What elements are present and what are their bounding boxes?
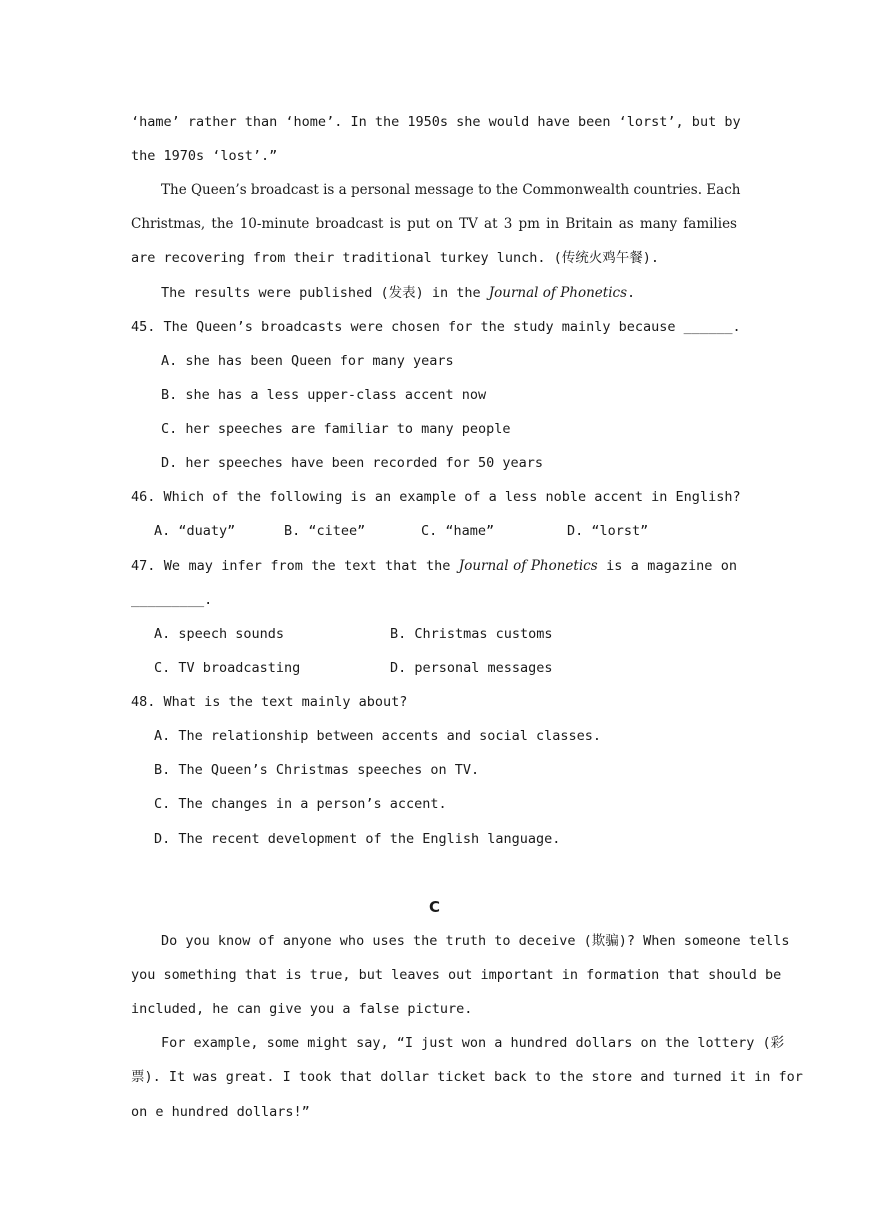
- question-48-option-c: C. The changes in a person’s accent.: [154, 796, 447, 812]
- question-47-option-b: B. Christmas customs: [390, 626, 553, 642]
- question-46-option-d: D. “lorst”: [567, 523, 649, 539]
- text-segment: 47. We may infer from the text that the: [131, 558, 459, 574]
- text-segment: is a magazine on: [597, 558, 738, 574]
- question-46-options: [0, 521, 869, 541]
- passage-c-line: Do you know of anyone who uses the truth to deceive (欺骗)? When someone tells: [161, 933, 790, 949]
- question-46-stem: 46. Which of the following is an example of a less noble accent in English?: [131, 489, 741, 505]
- question-48-stem: 48. What is the text mainly about?: [131, 694, 408, 710]
- question-45-option-b: B. she has a less upper-class accent now: [161, 387, 487, 403]
- passage-c-line: For example, some might say, “I just won a hundred dollars on the lottery (彩: [161, 1035, 785, 1051]
- section-heading: C: [428, 898, 440, 916]
- question-47-stem: [131, 556, 737, 576]
- question-46-option-a: A. “duaty”: [154, 523, 236, 539]
- question-48-option-b: B. The Queen’s Christmas speeches on TV.: [154, 762, 480, 778]
- passage-c-line: 票). It was great. I took that dollar ticket back to the store and turned it in for: [131, 1069, 803, 1085]
- passage-b-line: [161, 283, 737, 303]
- question-47-option-d: D. personal messages: [390, 660, 553, 676]
- text-segment: .: [627, 285, 636, 301]
- passage-c-line: included, he can give you a false picture.: [131, 1001, 473, 1017]
- question-45-option-d: D. her speeches have been recorded for 50 years: [161, 455, 544, 471]
- passage-b-line: The Queen’s broadcast is a personal message to the Commonwealth countries. Each: [161, 182, 741, 198]
- journal-title: Journal of Phonetics: [488, 285, 628, 301]
- question-47-options-row: [154, 624, 760, 644]
- question-48-option-d: D. The recent development of the English language.: [154, 831, 561, 847]
- passage-b-line: ‘hame’ rather than ‘home’. In the 1950s she would have been ‘lorst’, but by: [131, 114, 741, 130]
- question-46-option-c: C. “hame”: [421, 523, 495, 539]
- passage-b-line: Christmas, the 10-minute broadcast is put on TV at 3 pm in Britain as many families: [131, 216, 737, 232]
- passage-b-line: are recovering from their traditional turkey lunch. (传统火鸡午餐).: [131, 250, 660, 266]
- text-segment: The results were published (发表) in the: [161, 285, 489, 301]
- question-45-option-c: C. her speeches are familiar to many people: [161, 421, 511, 437]
- passage-c-line: you something that is true, but leaves out important in formation that should be: [131, 967, 782, 983]
- passage-c-line: on e hundred dollars!”: [131, 1104, 310, 1120]
- passage-b-line: the 1970s ‘lost’.”: [131, 148, 278, 164]
- question-45-stem: 45. The Queen’s broadcasts were chosen for the study mainly because ______.: [131, 319, 741, 335]
- question-47-options-row: [154, 658, 760, 678]
- question-45-option-a: A. she has been Queen for many years: [161, 353, 454, 369]
- question-47-option-c: C. TV broadcasting: [154, 660, 301, 676]
- question-46-option-b: B. “citee”: [284, 523, 366, 539]
- question-47-option-a: A. speech sounds: [154, 626, 285, 642]
- question-47-blank: _________.: [131, 592, 213, 608]
- journal-title: Journal of Phonetics: [458, 558, 598, 574]
- question-48-option-a: A. The relationship between accents and social classes.: [154, 728, 602, 744]
